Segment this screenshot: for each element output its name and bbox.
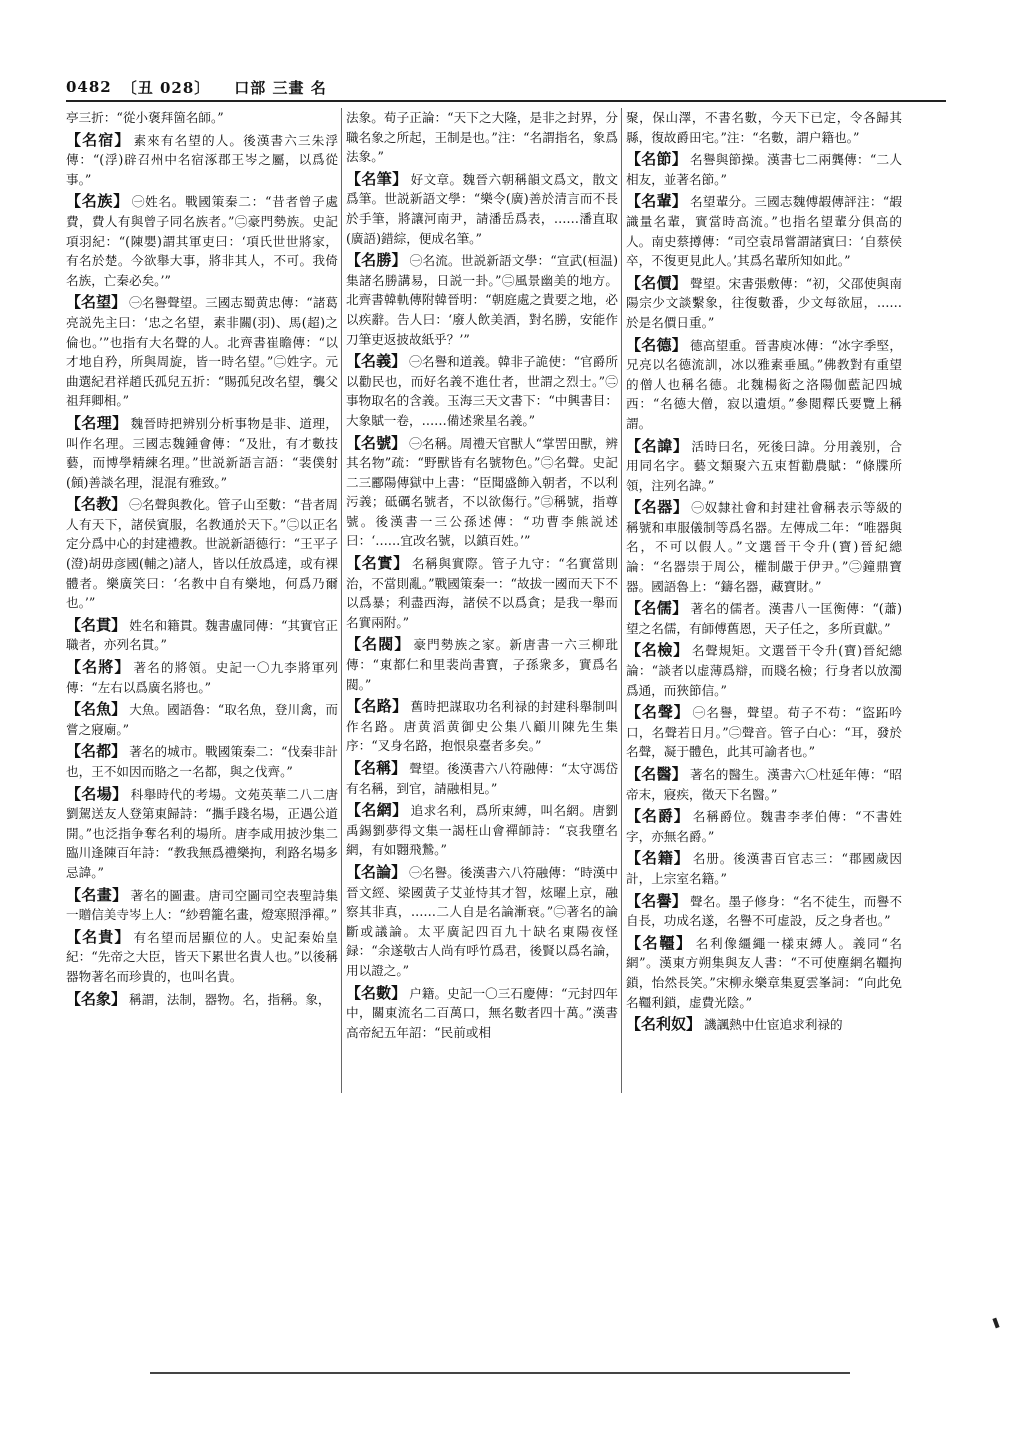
entry-definition: 户籍。史記一〇三石慶傳：“元封四年中，關東流名二百萬口，無名數者四十萬。”漢書高帝紀五年詔：“民前或相 bbox=[346, 985, 618, 1040]
entry-headword: 【名號】 bbox=[346, 433, 407, 452]
dictionary-entry bbox=[346, 863, 618, 981]
entry-definition: 名望輩分。三國志魏傅嘏傳評注：“嘏識量名輩，實當時高流。”也指名望輩分俱高的人。南史蔡撙傳：“司空袁昂嘗謂諸賓曰：‘自蔡侯卒，不復更見此人。’其爲名輩所知如此。” bbox=[626, 194, 902, 269]
dictionary-entry bbox=[66, 293, 338, 411]
entry-headword: 【名檢】 bbox=[626, 641, 689, 660]
bottom-rule bbox=[150, 1372, 850, 1374]
dictionary-entry bbox=[66, 928, 338, 987]
entry-definition: 名譽與節操。漢書七二兩龔傳：“二人相友，並著名節。” bbox=[626, 152, 902, 187]
column-divider bbox=[621, 108, 622, 1093]
dictionary-entry bbox=[626, 1015, 902, 1035]
entry-definition: 名聲規矩。文選晉干令升(寶)晉紀總論：“談者以虚薄爲辯，而賤名檢；行身者以放濁爲通，而狹節信。” bbox=[626, 643, 902, 698]
entry-definition: 舊時把謀取功名利禄的封建科舉制叫作名路。唐黄滔黄御史公集八顧川陳先生集序：“叉身名路，抱恨泉臺者多矣。” bbox=[346, 699, 618, 754]
entry-definition: 魏晉時把辨别分析事物是非、道理，叫作名理。三國志魏鍾會傳：“及壯，有才數技藝，而博學精練名理。”世説新語言語：“裴僕射(頠)善談名理，混混有雅致。” bbox=[66, 415, 338, 490]
entry-definition: 大魚。國語魯：“取名魚，登川禽，而嘗之寢廟。” bbox=[66, 702, 338, 737]
dictionary-entry bbox=[626, 807, 902, 846]
entry-headword: 【名網】 bbox=[346, 801, 408, 820]
entry-definition: ㊀名聲與教化。管子山至數：“昔者周人有天下，諸侯賓服，名教通於天下。”㊁以正名定分爲中心的封建禮教。世説新語德行：“王平子(澄)胡毋彦國(輔之)諸人，皆以任放爲達，或有裸體者。樂廣笑曰：‘名教中自有樂地，何爲乃爾也。’” bbox=[66, 497, 338, 611]
section-title: 口部 三畫 名 bbox=[234, 78, 327, 97]
entry-headword: 【名稱】 bbox=[346, 759, 407, 777]
entry-definition: 活時曰名，死後曰諱。分用義别，合用同名字。藝文類聚六五束皙勸農賦：“條牒所領，注列名諱。” bbox=[626, 438, 902, 493]
entry-headword: 【名場】 bbox=[66, 784, 128, 803]
dictionary-entry bbox=[626, 599, 902, 638]
entry-definition: 德高望重。晉書庾冰傳：“冰字季堅，兄亮以名德流訓，冰以雅素垂風。”佛教對有重望的僧人也稱名德。北魏楊衒之洛陽伽藍記四城西：“名德大僧，寂以遺煩。”參閲釋氏要覽上稱謂。 bbox=[626, 337, 902, 431]
dictionary-entry bbox=[346, 984, 618, 1043]
entry-definition: ㊀名譽，聲望。荀子不苟：“盜跖吟口，名聲若日月。”㊁聲音。管子白心：“耳，發於名聲，凝于體色，此其可諭者也。” bbox=[626, 705, 902, 760]
entry-headword: 【名醫】 bbox=[626, 765, 688, 783]
entry-definition: 著名的醫生。漢書六〇杜延年傳：“昭帝末，寢疾，徵天下名醫。” bbox=[626, 767, 902, 802]
dictionary-entry bbox=[346, 352, 618, 430]
dictionary-entry bbox=[66, 886, 338, 925]
entry-definition: 譏諷熱中仕宦追求利禄的 bbox=[704, 1017, 843, 1033]
entry-headword: 【名望】 bbox=[66, 293, 127, 312]
entry-headword: 【名宿】 bbox=[66, 130, 131, 149]
column-3 bbox=[626, 108, 902, 1108]
entry-headword: 【名義】 bbox=[346, 352, 407, 371]
entry-definition: 素來有名望的人。後漢書六三朱浮傳：“(浮)辟召州中名宿涿郡王岑之屬，以爲從事。” bbox=[66, 132, 338, 187]
entry-headword: 【名輩】 bbox=[626, 192, 688, 211]
dictionary-entry bbox=[626, 192, 902, 270]
dictionary-entry bbox=[346, 697, 618, 756]
dictionary-entry bbox=[346, 635, 618, 694]
entry-definition: 著名的圖畫。唐司空圖司空表聖詩集一贈信美寺岑上人：“紗碧籠名畫，燈寒照淨禪。” bbox=[66, 887, 338, 923]
dictionary-entry bbox=[626, 765, 902, 804]
entry-definition: 聲望。後漢書六八符融傳：“太守馮岱有名稱，到官，請融相見。” bbox=[346, 761, 618, 796]
dictionary-entry bbox=[346, 434, 618, 552]
dictionary-entry bbox=[346, 759, 618, 798]
page-number: 0482 bbox=[66, 78, 112, 96]
scan-mark bbox=[992, 1318, 999, 1329]
column-1 bbox=[66, 108, 338, 1108]
dictionary-entry bbox=[66, 785, 338, 883]
entry-definition: 追求名利，爲所束縛，叫名網。唐劉禹錫劉夢得文集一謁枉山會禪師詩：“哀我墮名網，有如翾飛鷙。” bbox=[346, 803, 618, 858]
entry-definition: 名利像繮繩一樣束縛人。義同“名網”。漢東方朔集與友人書：“不可使塵網名韁拘鎖，怡然長笑。”宋柳永樂章集夏雲峯詞：“向此免名韁利鎖，虚費光陰。” bbox=[626, 935, 902, 1010]
dictionary-entry bbox=[346, 251, 618, 349]
entry-headword: 【名儒】 bbox=[626, 599, 688, 618]
entry-headword: 【名諱】 bbox=[626, 436, 689, 455]
page-code: 〔丑 028〕 bbox=[121, 78, 211, 97]
dictionary-entry bbox=[626, 892, 902, 931]
dictionary-entry bbox=[626, 703, 902, 762]
dictionary-entry bbox=[626, 150, 902, 189]
entry-definition: ㊀姓名。戰國策秦二：“昔者曾子處費，費人有與曾子同名族者。”㊁豪門勢族。史記項羽紀：“(陳嬰)謂其軍吏曰：‘項氏世世將家，有名於楚。今欲舉大事，將非其人，不可。我倚名族，亡秦必矣。’” bbox=[66, 194, 338, 288]
entry-headword: 【名勝】 bbox=[346, 251, 407, 270]
entry-headword: 【名教】 bbox=[66, 495, 127, 514]
entry-headword: 【名數】 bbox=[346, 983, 407, 1002]
entry-definition: 聲名。墨子修身：“名不徒生，而譽不自長，功成名遂，名譽不可虚設，反之身者也。” bbox=[626, 893, 902, 929]
dictionary-entry bbox=[66, 616, 338, 655]
entry-headword: 【名都】 bbox=[66, 742, 127, 761]
entry-definition: 著名的城市。戰國策秦二：“伐秦非計也，王不如因而賂之一名都，與之伐齊。” bbox=[66, 744, 338, 779]
dictionary-entry bbox=[66, 658, 338, 697]
dictionary-entry bbox=[66, 742, 338, 781]
entry-definition: ㊀名譽。後漢書六八符融傳：“時漢中晉文經、梁國黄子艾並恃其才智，炫曜上京，融察其非真，……二人自是名論漸衰。”㊁著名的論斷或議論。太平廣記四百九十缺名東陽夜怪録：“余遂敬古人尚有呼竹爲君，後賢以爲名論，用以證之。” bbox=[346, 864, 618, 978]
dictionary-entry bbox=[66, 495, 338, 613]
entry-definition: 科舉時代的考場。文苑英華二八二唐劉駕送友人登第東歸詩：“攜手踐名場，正遇公道開。”也泛指争奪名利的場所。唐李咸用披沙集二臨川逢陳百年詩：“教我無爲禮樂拘，利路名場多忌諱。” bbox=[66, 786, 338, 880]
entry-definition: 名稱與實際。管子九守：“名實當則治，不當則亂。”戰國策秦一：“故拔一國而天下不以爲暴；利盡西海，諸侯不以爲貪；是我一舉而名實兩附。” bbox=[346, 556, 618, 630]
entry-headword: 【名價】 bbox=[626, 273, 688, 292]
dictionary-entry bbox=[626, 849, 902, 888]
entry-headword: 【名爵】 bbox=[626, 807, 690, 826]
entry-continuation: 聚，保山澤，不書名數，今天下已定，令各歸其縣，復故爵田宅。”注：“名數，謂户籍也。” bbox=[626, 110, 902, 145]
entry-continuation: 亭三折：“從小褒拜箇名師。” bbox=[66, 110, 224, 125]
entry-definition: 名册。後漢書百官志三：“郡國歲因計，上宗室名籍。” bbox=[626, 851, 902, 886]
entry-definition: 稱謂，法制，器物。名，指稱。象， bbox=[129, 991, 331, 1007]
entry-definition: ㊀名流。世説新語文學：“宣武(桓温)集諸名勝講易，日説一卦。”㊁風景幽美的地方。北齊書韓軌傳附韓晉明：“朝庭處之貴要之地，必以疾辭。告人曰：‘廢人飲美酒，對名勝，安能作刀筆吏返披故紙乎？’” bbox=[346, 253, 618, 347]
entry-definition: 好文章。魏晉六朝稱韻文爲文，散文爲筆。世説新語文學：“樂令(廣)善於清言而不長於手筆，將讓河南尹，請潘岳爲表，……潘直取(廣語)錯綜，便成名筆。” bbox=[346, 171, 618, 246]
dictionary-entry bbox=[626, 934, 902, 1012]
dictionary-entry bbox=[66, 700, 338, 739]
entry-headword: 【名實】 bbox=[346, 554, 409, 573]
entry-definition: ㊀奴隸社會和封建社會稱表示等級的稱號和車服儀制等爲名器。左傳成二年：“唯器與名，不可以假人。”文選晉干令升(寶)晉紀總論：“名器崇于周公，權制嚴于伊尹。”㊁鐘鼎寶器。國語魯上：“鑄名器，藏寶財。” bbox=[626, 500, 902, 594]
dictionary-entry bbox=[346, 170, 618, 248]
entry-definition: ㊀名譽聲望。三國志蜀黄忠傳：“諸葛亮説先主曰：‘忠之名望，素非關(羽)、馬(超)之倫也。’”也指有大名聲的人。北齊書崔瞻傳：“以才地自矜，所與周旋，皆一時名望。”㊁姓字。元曲選紀君祥趙氏孤兒五折：“賜孤兒改名望，襲父祖拜卿相。” bbox=[66, 295, 338, 409]
entry-headword: 【名節】 bbox=[626, 150, 688, 169]
dictionary-entry bbox=[66, 990, 338, 1010]
entry-headword: 【名閥】 bbox=[346, 635, 411, 654]
entry-headword: 【名將】 bbox=[66, 658, 131, 677]
entry-definition: 著名的將領。史記一〇九李將軍列傳：“左右以爲廣名將也。” bbox=[66, 660, 338, 695]
entry-definition: 姓名和籍貫。魏書盧同傳：“其實官正職者，亦列名貫。” bbox=[66, 617, 338, 653]
entry-definition: 名稱爵位。魏書李孝伯傳：“不書姓字，亦無名爵。” bbox=[626, 809, 902, 844]
entry-headword: 【名籍】 bbox=[626, 849, 690, 868]
entry-headword: 【名論】 bbox=[346, 862, 407, 881]
entry-definition: 有名望而居顯位的人。史記秦始皇紀：“先帝之大臣，皆天下累世名貴人也。”以後稱器物著名而珍貴的，也叫名貴。 bbox=[66, 929, 338, 984]
dictionary-entry bbox=[626, 336, 902, 434]
entry-headword: 【名魚】 bbox=[66, 700, 127, 719]
dictionary-entry bbox=[66, 414, 338, 492]
dictionary-entry bbox=[66, 192, 338, 290]
entry-headword: 【名聲】 bbox=[626, 703, 690, 722]
entry-headword: 【名韁】 bbox=[626, 933, 693, 952]
entry-headword: 【名筆】 bbox=[346, 169, 408, 188]
entry-headword: 【名利奴】 bbox=[626, 1015, 702, 1034]
column-divider bbox=[341, 108, 342, 1093]
entry-definition: ㊀名譽和道義。韓非子詭使：“官爵所以勸民也，而好名義不進仕者，世謂之烈士。”㊁事物取名的含義。玉海三天文書下：“中興書目：大象賦一卷，……備述衆星名義。” bbox=[346, 354, 618, 428]
entry-headword: 【名器】 bbox=[626, 498, 689, 517]
entry-continuation: 法象。荀子正論：“天下之大隆，是非之封界，分職名象之所起，王制是也。”注：“名謂指名，象爲法象。” bbox=[346, 110, 618, 165]
dictionary-entry bbox=[346, 554, 618, 632]
dictionary-entry bbox=[626, 641, 902, 700]
entry-headword: 【名理】 bbox=[66, 413, 128, 432]
entry-headword: 【名貫】 bbox=[66, 615, 127, 634]
entry-definition: 聲望。宋書張敷傳：“初，父邵使與南陽宗少文談繫象，往復數番，少文每欲屈，……於是名價日重。” bbox=[626, 275, 902, 330]
dictionary-entry bbox=[626, 437, 902, 496]
entry-headword: 【名貴】 bbox=[66, 927, 131, 946]
entry-headword: 【名畫】 bbox=[66, 885, 128, 904]
entry-headword: 【名族】 bbox=[66, 192, 129, 211]
entry-headword: 【名譽】 bbox=[626, 891, 688, 910]
column-2 bbox=[346, 108, 618, 1108]
entry-definition: 豪門勢族之家。新唐書一六三柳玭傳：“東都仁和里裴尚書寶，子孫衆多，實爲名閥。” bbox=[346, 637, 618, 692]
header-rule bbox=[66, 100, 946, 102]
entry-headword: 【名路】 bbox=[346, 697, 408, 716]
dictionary-entry bbox=[66, 131, 338, 190]
entry-headword: 【名象】 bbox=[66, 989, 127, 1008]
entry-definition: 著名的儒者。漢書八一匡衡傳：“(蕭)望之名儒，有師傅舊恩，天子任之，多所貢獻。” bbox=[626, 601, 902, 636]
entry-definition: ㊀名稱。周禮天官獸人“掌罟田獸，辨其名物”疏：“野獸皆有名號物色。”㊁名聲。史記二三酈陽傳獄中上書：“臣聞盛飾入朝者，不以利污義；砥礪名號者，不以欲傷行。”㊂稱號，指尊號。後漢書一三公孫述傳：“功曹李熊説述曰：‘……宜改名號，以鎮百姓。’” bbox=[346, 435, 618, 549]
page-header bbox=[66, 74, 386, 100]
entry-headword: 【名德】 bbox=[626, 335, 688, 354]
dictionary-entry bbox=[626, 274, 902, 333]
dictionary-entry bbox=[626, 498, 902, 596]
dictionary-entry bbox=[346, 801, 618, 860]
